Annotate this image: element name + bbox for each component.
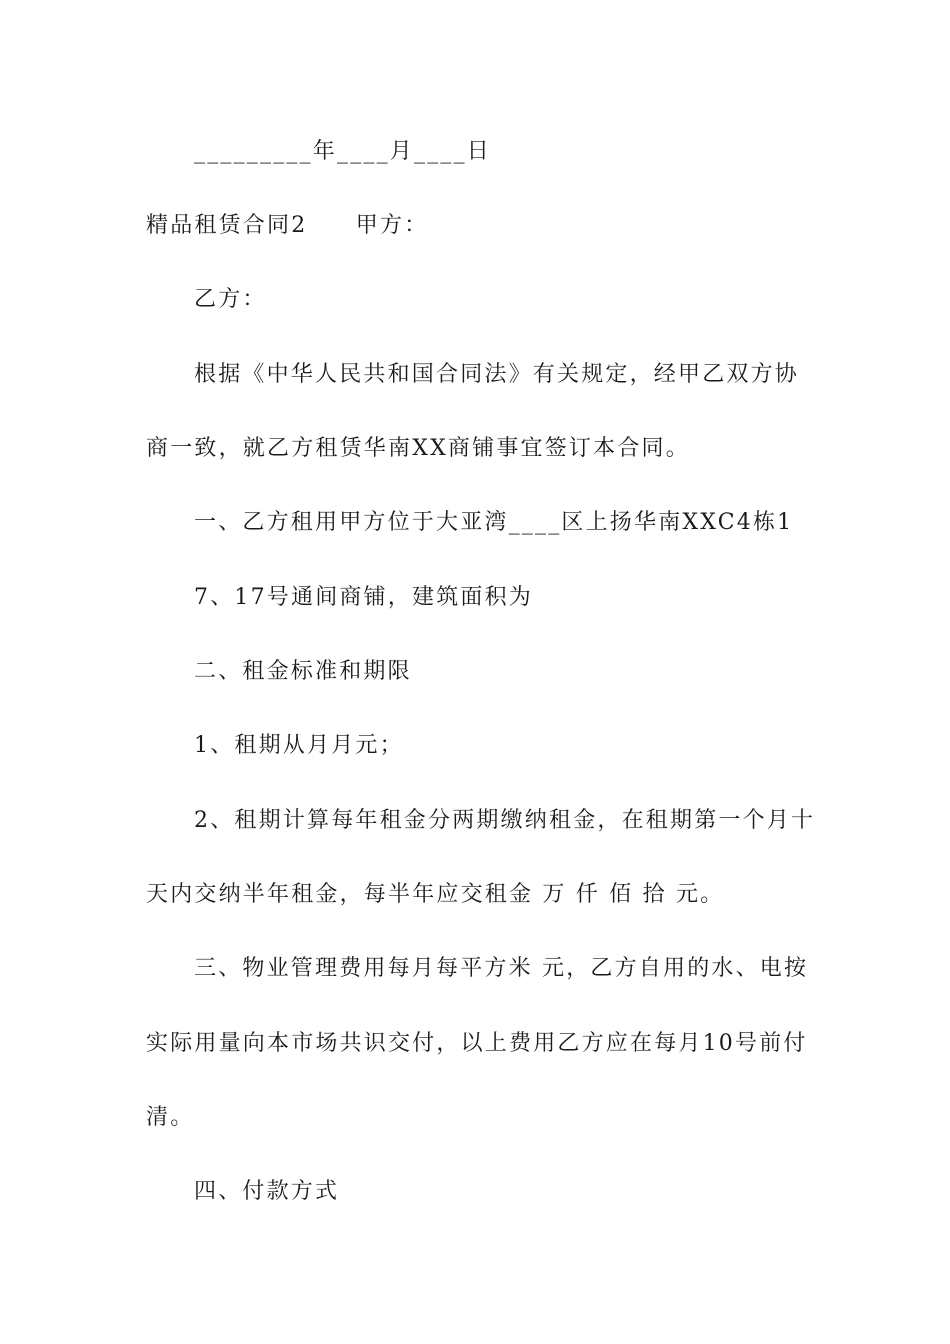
party-b-line: 乙方： [194,287,267,312]
clause-two-item-2: 天内交纳半年租金，每半年应交租金 万 仟 佰 拾 元。 [146,882,725,907]
clause-four-heading: 四、付款方式 [194,1179,340,1204]
paragraph-line: 商一致，就乙方租赁华南XX商铺事宜签订本合同。 [146,436,690,461]
clause-two-item-1: 1、租期从月月元； [194,733,404,758]
clause-one-line: 7、17号通间商铺，建筑面积为 [194,585,533,610]
clause-one-line: 一、乙方租用甲方位于大亚湾____区上扬华南XXC4栋1 [194,510,794,535]
clause-two-heading: 二、租金标准和期限 [194,659,412,684]
date-line: _________年____月____日 [194,139,492,164]
paragraph-line: 根据《中华人民共和国合同法》有关规定，经甲乙双方协 [194,362,800,387]
clause-three-line: 实际用量向本市场共识交付，以上费用乙方应在每月10号前付 [146,1031,808,1056]
contract-title-party-a: 精品租赁合同2 甲方： [146,213,429,238]
clause-two-item-2: 2、租期计算每年租金分两期缴纳租金，在租期第一个月十 [194,808,816,833]
clause-three-line: 清。 [146,1105,195,1130]
clause-three-line: 三、物业管理费用每月每平方米 元，乙方自用的水、电按 [194,956,809,981]
